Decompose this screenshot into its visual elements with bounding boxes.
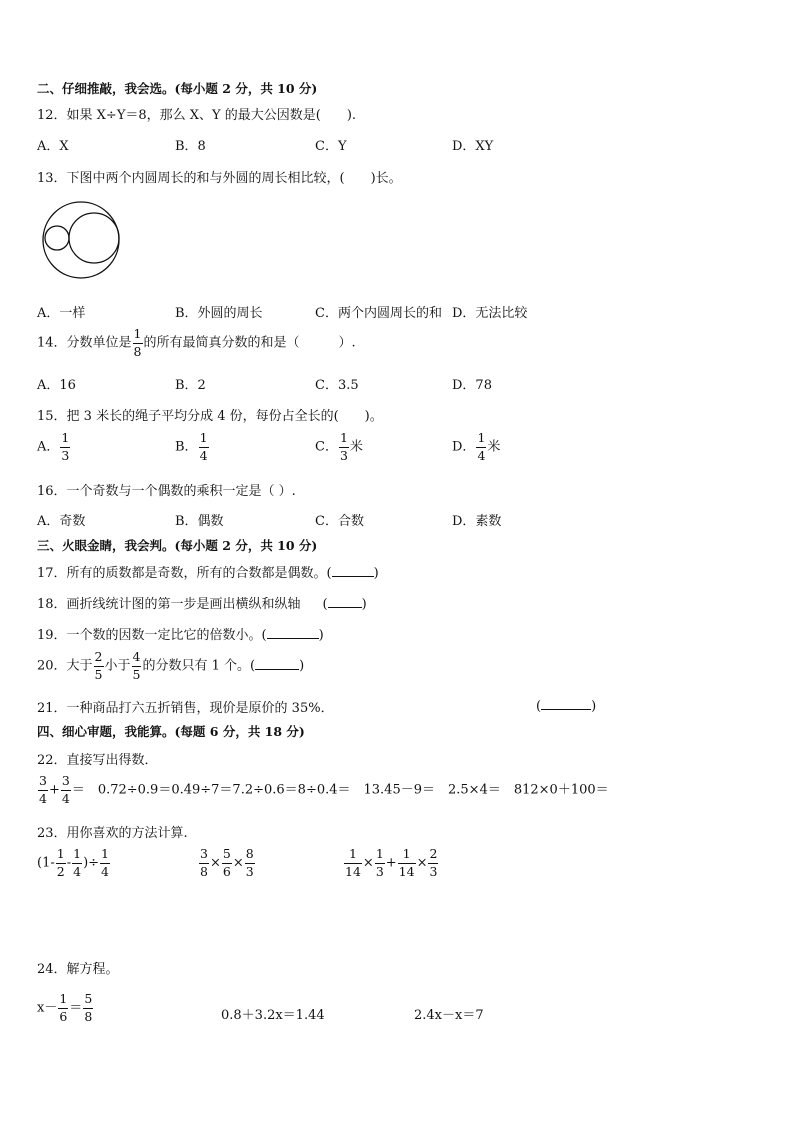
q13-option-d[interactable]: D．无法比较 bbox=[452, 306, 528, 321]
section-2-title: 二、仔细推敲，我会选。(每小题 2 分，共 10 分) bbox=[37, 81, 318, 96]
q16-option-a[interactable]: A．奇数 bbox=[37, 514, 86, 529]
question-18: 18．画折线统计图的第一步是画出横纵和纵轴 ( ) bbox=[37, 597, 367, 612]
q13-option-b[interactable]: B．外圆的周长 bbox=[175, 306, 263, 321]
q15-option-a[interactable]: A． $\frac{1}{3}$ bbox=[37, 430, 70, 463]
q12-option-c[interactable]: C．Y bbox=[315, 139, 347, 154]
q13-option-c[interactable]: C．两个内圆周长的和 bbox=[315, 306, 442, 321]
question-20: 20．大于 $\frac{2}{5}$ 小于 $\frac{4}{5}$ 的分数只有 1 个。( ) bbox=[37, 649, 305, 682]
question-23: 23．用你喜欢的方法计算. bbox=[37, 826, 188, 841]
question-19: 19．一个数的因数一定比它的倍数小。( ) bbox=[37, 628, 324, 643]
question-16: 16．一个奇数与一个偶数的乘积一定是（ ）. bbox=[37, 484, 296, 499]
q15-option-d[interactable]: D． $\frac{1}{4}$ 米 bbox=[452, 430, 501, 463]
q16-option-b[interactable]: B．偶数 bbox=[175, 514, 224, 529]
question-12: 12．如果 X÷Y＝8，那么 X、Y 的最大公因数是( ). bbox=[37, 108, 357, 123]
question-17: 17．所有的质数都是奇数，所有的合数都是偶数。( ) bbox=[37, 566, 379, 581]
answer-blank[interactable] bbox=[332, 564, 374, 577]
q16-option-c[interactable]: C．合数 bbox=[315, 514, 364, 529]
small-inner-circle bbox=[45, 226, 69, 250]
question-15: 15．把 3 米长的绳子平均分成 4 份，每份占全长的( )。 bbox=[37, 409, 383, 424]
question-24: 24．解方程。 bbox=[37, 962, 119, 977]
q24-equation-3: 2.4x－x＝7 bbox=[414, 1008, 484, 1023]
circles-figure bbox=[40, 200, 124, 282]
outer-circle bbox=[43, 202, 119, 278]
fraction-one-eighth: $\frac{1}{8}$ bbox=[133, 326, 142, 359]
q13-option-a[interactable]: A．一样 bbox=[37, 306, 86, 321]
q15-option-b[interactable]: B． $\frac{1}{4}$ bbox=[175, 430, 208, 463]
q23-expression-3: $\frac{1}{14}$ × $\frac{1}{3}$ + $\frac{1}{14}$ × $\frac{2}{3}$ bbox=[345, 846, 438, 879]
q23-expression-1: (1- $\frac{1}{2}$ - $\frac{1}{4}$ )÷ $\frac{1}{4}$ bbox=[37, 846, 109, 879]
q12-option-b[interactable]: B．8 bbox=[175, 139, 206, 154]
section-4-title: 四、细心审题，我能算。(每题 6 分，共 18 分) bbox=[37, 724, 305, 739]
q14-option-a[interactable]: A．16 bbox=[37, 378, 76, 393]
q12-option-a[interactable]: A．X bbox=[37, 139, 69, 154]
answer-blank[interactable] bbox=[267, 626, 319, 639]
q24-equation-1: x－ $\frac{1}{6}$ ＝ $\frac{5}{8}$ bbox=[37, 991, 93, 1024]
q23-expression-2: $\frac{3}{8}$ × $\frac{5}{6}$ × $\frac{8}{3}$ bbox=[200, 846, 254, 879]
answer-blank[interactable] bbox=[255, 657, 299, 670]
q14-option-d[interactable]: D．78 bbox=[452, 378, 492, 393]
section-3-title: 三、火眼金睛，我会判。(每小题 2 分，共 10 分) bbox=[37, 538, 318, 553]
q15-option-c[interactable]: C． $\frac{1}{3}$ 米 bbox=[315, 430, 363, 463]
q24-equation-2: 0.8＋3.2x＝1.44 bbox=[221, 1008, 325, 1023]
q12-option-d[interactable]: D．XY bbox=[452, 139, 494, 154]
answer-blank[interactable] bbox=[328, 595, 362, 608]
q14-option-b[interactable]: B．2 bbox=[175, 378, 206, 393]
large-inner-circle bbox=[69, 213, 119, 263]
q16-option-d[interactable]: D．素数 bbox=[452, 514, 502, 529]
q22-expressions: $\frac{3}{4}$ + $\frac{3}{4}$ ＝ 0.72÷0.9＝0.49÷7＝7.2÷0.6＝8÷0.4＝ 13.45－9＝ 2.5×4＝ 812×0＋100＝ bbox=[39, 773, 609, 806]
question-14: 14．分数单位是 $\frac{1}{8}$ 的所有最简真分数的和是（ ）. bbox=[37, 326, 356, 359]
q14-option-c[interactable]: C．3.5 bbox=[315, 378, 359, 393]
q21-answer: ( ) bbox=[536, 699, 597, 714]
question-21: 21．一种商品打六五折销售，现价是原价的 35%． bbox=[37, 701, 334, 716]
answer-blank[interactable] bbox=[541, 697, 591, 710]
question-13: 13．下图中两个内圆周长的和与外圆的周长相比较，( )长。 bbox=[37, 171, 402, 186]
question-22: 22．直接写出得数． bbox=[37, 753, 158, 768]
